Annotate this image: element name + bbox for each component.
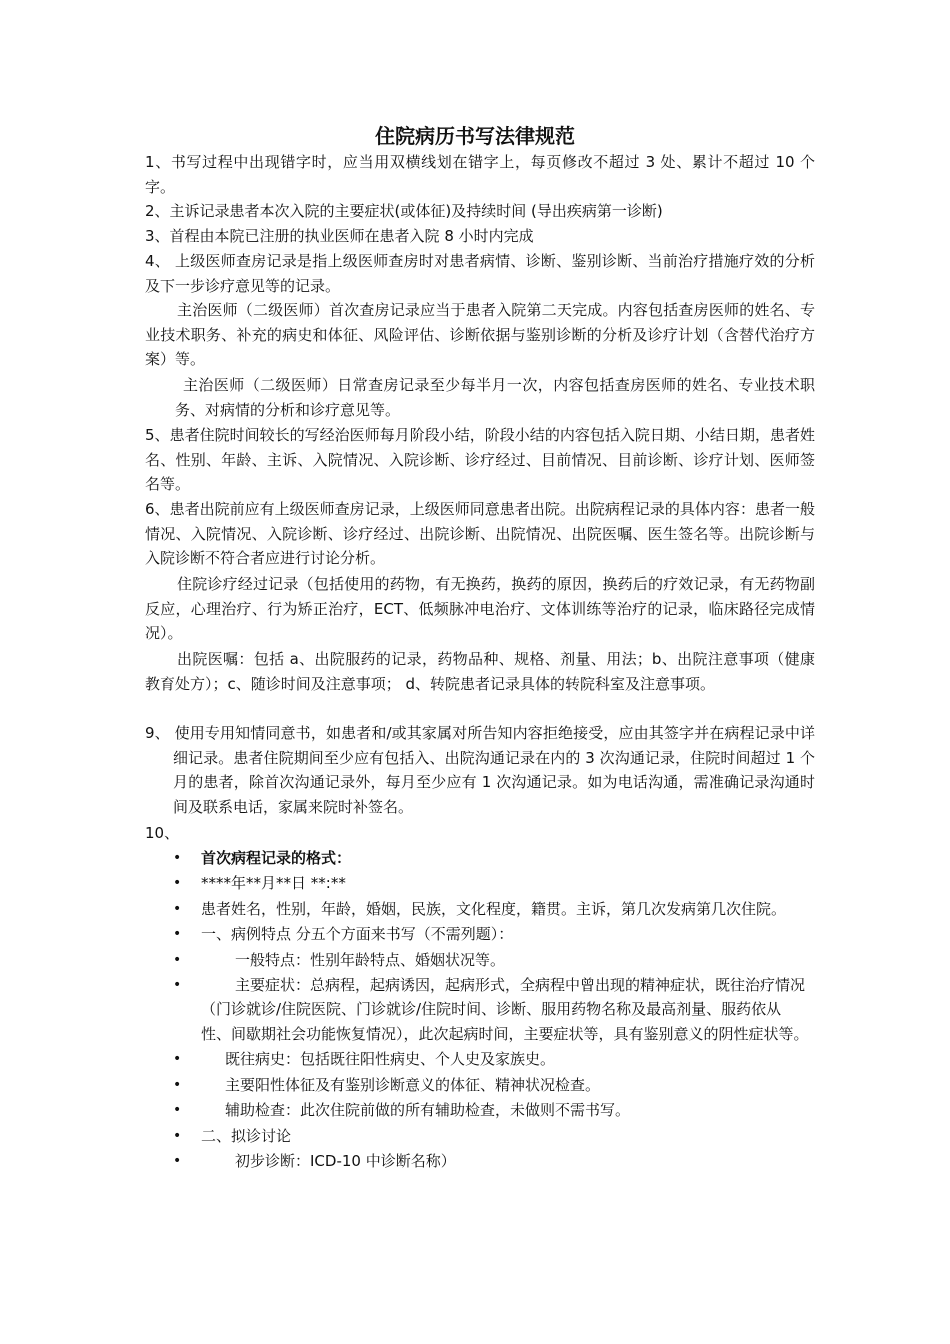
list-item-text: 主要症状：总病程，起病诱因，起病形式，全病程中曾出现的精神症状，既往治疗情况（门诊就诊/住院医院、门诊就诊/住院时间、诊断、服用药物名称及最高剂量、服药依从性、间歇期社会功能恢复情况），此次起病时间，主要症状等，具有鉴别意义的阴性症状等。 — [201, 975, 809, 1043]
list-item — [171, 1098, 811, 1123]
bullet-icon: • — [173, 976, 182, 993]
paragraph-5: 5、患者住院时间较长的写经治医师每月阶段小结，阶段小结的内容包括入院日期、小结日期，患者姓名、性别、年龄、主诉、入院情况、入院诊断、诊疗经过、目前情况、目前诊断、诊疗计划、医师签名等。 — [145, 426, 815, 493]
bullet-icon: • — [173, 1051, 182, 1068]
paragraph-9: 9、 使用专用知情同意书，如患者和/或其家属对所告知内容拒绝接受，应由其签字并在病程记录中详细记录。患者住院期间至少应有包括入、出院沟通记录在内的 3 次沟通记录，住院时间超过 1 个月的患者，除首次沟通记录外，每月至少应有 1 次沟通记录。如为电话沟通，需准确记录沟通时间及联系电话，家属来院时补签名。 — [145, 724, 815, 816]
bullet-icon: • — [173, 1102, 182, 1119]
bullet-icon: • — [173, 875, 182, 892]
bullet-list — [171, 846, 811, 1174]
list-item-text: 二、拟诊讨论 — [201, 1126, 292, 1145]
list-item — [171, 1124, 811, 1149]
list-item-text: 首次病程记录的格式： — [201, 849, 352, 867]
paragraph-1: 1、书写过程中出现错字时，应当用双横线划在错字上，每页修改不超过 3 处、累计不超过 10 个字。 — [145, 153, 815, 196]
list-item — [171, 1047, 811, 1072]
list-item — [171, 922, 811, 947]
list-item — [171, 1073, 811, 1098]
list-item-text: 一、病例特点 分五个方面来书写（不需列题）： — [201, 925, 514, 944]
list-item-text: 辅助检查：此次住院前做的所有辅助检查，未做则不需书写。 — [225, 1101, 631, 1120]
bullet-icon: • — [173, 951, 182, 968]
list-item-text: 患者姓名，性别，年龄，婚姻，民族，文化程度，籍贯。主诉，第几次发病第几次住院。 — [201, 899, 787, 918]
paragraph-4: 4、 上级医师查房记录是指上级医师查房时对患者病情、诊断、鉴别诊断、当前治疗措施疗效的分析及下一步诊疗意见等的记录。 — [145, 252, 815, 295]
list-item — [171, 846, 811, 871]
bullet-icon: • — [173, 1127, 182, 1144]
list-item — [171, 948, 811, 973]
list-item-text: ****年**月**日 **:** — [201, 874, 346, 893]
list-item-text: 初步诊断：ICD-10 中诊断名称） — [235, 1151, 456, 1170]
list-item — [171, 973, 811, 1047]
paragraph-3: 3、首程由本院已注册的执业医师在患者入院 8 小时内完成 — [145, 227, 534, 245]
paragraph-6: 6、患者出院前应有上级医师查房记录，上级医师同意患者出院。出院病程记录的具体内容：患者一般情况、入院情况、入院诊断、诊疗经过、出院诊断、出院情况、出院医嘱、医生签名等。出院诊断与入院诊断不符合者应进行讨论分析。 — [145, 500, 815, 567]
paragraph-4-daily-round: 主治医师（二级医师）日常查房记录至少每半月一次，内容包括查房医师的姓名、专业技术职务、对病情的分析和诊疗意见等。 — [175, 376, 815, 419]
bullet-icon: • — [173, 850, 182, 866]
list-item — [171, 1149, 811, 1174]
bullet-icon: • — [173, 900, 182, 917]
list-item-text: 一般特点：性别年龄特点、婚姻状况等。 — [235, 950, 506, 969]
page-title: 住院病历书写法律规范 — [375, 124, 575, 148]
paragraph-4-first-round: 主治医师（二级医师）首次查房记录应当于患者入院第二天完成。内容包括查房医师的姓名、专业技术职务、补充的病史和体征、风险评估、诊断依据与鉴别诊断的分析及诊疗计划（含替代治疗方案）等。 — [145, 301, 815, 368]
list-item — [171, 897, 811, 922]
bullet-icon: • — [173, 1152, 182, 1169]
list-item-text: 主要阳性体征及有鉴别诊断意义的体征、精神状况检查。 — [225, 1075, 601, 1094]
paragraph-10: 10、 — [145, 824, 180, 842]
list-item — [171, 871, 811, 896]
list-item-text: 既往病史：包括既往阳性病史、个人史及家族史。 — [225, 1050, 556, 1069]
paragraph-6-discharge-advice: 出院医嘱：包括 a、出院服药的记录，药物品种、规格、剂量、用法；b、出院注意事项（健康教育处方）；c、随诊时间及注意事项； d、转院患者记录具体的转院科室及注意事项。 — [145, 650, 815, 693]
paragraph-6-treatment-record: 住院诊疗经过记录（包括使用的药物，有无换药，换药的原因，换药后的疗效记录，有无药物副反应，心理治疗、行为矫正治疗，ECT、低频脉冲电治疗、文体训练等治疗的记录，临床路径完成情况）。 — [145, 575, 815, 642]
bullet-icon: • — [173, 926, 182, 943]
paragraph-2: 2、主诉记录患者本次入院的主要症状(或体征)及持续时间 (导出疾病第一诊断) — [145, 202, 663, 220]
bullet-icon: • — [173, 1076, 182, 1093]
